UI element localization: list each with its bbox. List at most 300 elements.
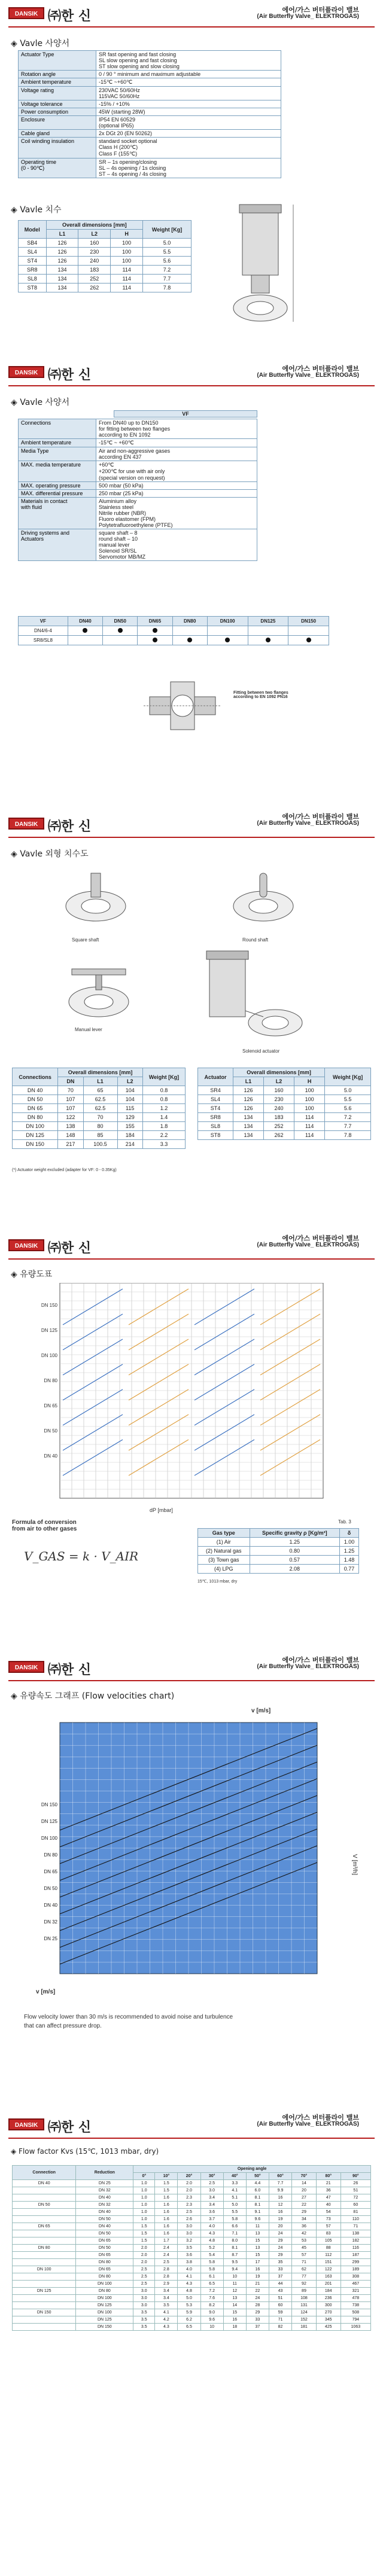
table-cell: 2.08	[250, 1565, 339, 1574]
table-cell: 71	[269, 2316, 291, 2324]
table-cell: DN 150	[13, 1140, 58, 1149]
table-cell: 51	[269, 2295, 291, 2302]
table-cell: 0.8	[142, 1095, 185, 1104]
table-cell	[13, 2273, 76, 2281]
table-cell: 2.5	[178, 2209, 200, 2216]
table-cell: 9.6	[246, 2216, 269, 2223]
table-cell: 3.3	[142, 1140, 185, 1149]
dn-label: DN 125	[41, 1328, 57, 1333]
table-row	[13, 2194, 371, 2202]
velocity-chart	[18, 1717, 365, 1986]
sub-header: H	[294, 1077, 325, 1086]
table-cell: 2.8	[155, 2266, 178, 2273]
table-cell: 5.0	[178, 2295, 200, 2302]
kvs-table	[12, 2165, 371, 2331]
table-cell: 3.7	[200, 2216, 223, 2223]
dot-icon	[225, 638, 230, 642]
section-title-text: 유량속도 그래프 (Flow velocities chart)	[20, 1691, 175, 1701]
table-cell: 72	[341, 2194, 370, 2202]
table-cell: 6.2	[178, 2316, 200, 2324]
table-cell: 1.00	[340, 1538, 359, 1547]
table-cell: SL4	[198, 1095, 233, 1104]
table-cell: 1.5	[133, 2230, 155, 2237]
table-cell: 252	[78, 275, 111, 283]
table-cell: 0.8	[142, 1086, 185, 1095]
company-logo: DANSIK	[8, 2118, 44, 2130]
table-cell: 8.7	[223, 2252, 246, 2259]
spec-key: Voltage rating	[19, 87, 96, 100]
table-cell: 20	[292, 2187, 317, 2194]
table-cell: 1063	[341, 2324, 370, 2331]
spec-key: Ambient temperature	[19, 439, 96, 447]
table-cell: DN 65	[76, 2237, 133, 2245]
table-cell: ST8	[198, 1131, 233, 1140]
spec-row	[19, 439, 257, 447]
spec-value: Air and non-aggressive gases according EN 437	[96, 447, 257, 461]
table-row	[13, 2259, 371, 2266]
table-cell: 83	[316, 2230, 341, 2237]
dn-label: DN 40	[44, 1903, 57, 1908]
table-cell: 152	[292, 2316, 317, 2324]
table-cell: 44	[269, 2281, 291, 2288]
dot-icon	[187, 638, 192, 642]
table-row	[13, 1113, 186, 1122]
spec-row	[19, 490, 257, 498]
table-cell: 100.5	[83, 1140, 117, 1149]
table-cell: 1.0	[133, 2180, 155, 2187]
table-row	[19, 248, 192, 257]
page-header	[0, 804, 383, 840]
table-cell: 19	[246, 2273, 269, 2281]
spec-key: Power consumption	[19, 108, 96, 116]
table-cell: 40	[316, 2202, 341, 2209]
spec-row	[19, 138, 281, 158]
table-cell: 107	[58, 1095, 83, 1104]
table-cell: 10	[200, 2324, 223, 2331]
page-6	[0, 2105, 383, 2572]
table-cell: 131	[292, 2302, 317, 2309]
manual-lever-drawing	[54, 954, 144, 1026]
table-cell: 70	[58, 1086, 83, 1095]
table-row	[198, 1565, 359, 1574]
product-title-en: (Air Butterfly Valve_ ELEKTROGAS)	[257, 820, 359, 827]
spec-value: square shaft – 8 round shaft – 10 manual lever Solenoid SR/SL Servomotor MB/MZ	[96, 529, 257, 561]
table-row	[13, 2302, 371, 2309]
velocity-note: Flow velocity lower than 30 m/s is recommended to avoid noise and turbulence that can affect pressure drop.	[24, 2014, 233, 2029]
table-cell: 2.0	[133, 2259, 155, 2266]
table-cell: 1.5	[133, 2237, 155, 2245]
table-cell: 5.2	[200, 2245, 223, 2252]
sub-header: L2	[264, 1077, 294, 1086]
company-logo: DANSIK	[8, 818, 44, 830]
table-cell: 104	[117, 1086, 142, 1095]
section-title: ◈ Flow factor Kvs (15℃, 1013 mbar, dry)	[11, 2147, 159, 2156]
table-row	[198, 1095, 371, 1104]
spec-key: Connections	[19, 419, 96, 439]
table-cell: 100	[111, 257, 143, 266]
page-header	[0, 0, 383, 30]
table-cell: 59	[269, 2309, 291, 2316]
table-cell: 112	[316, 2252, 341, 2259]
table-cell: (1) Air	[198, 1538, 250, 1547]
table-row	[13, 1131, 186, 1140]
spec-table	[18, 50, 281, 178]
table-cell: DN 50	[76, 2216, 133, 2223]
company-name: ㈜한 신	[48, 819, 92, 834]
header-divider	[8, 1258, 375, 1260]
table-row	[13, 1086, 186, 1095]
table-cell: 230	[264, 1095, 294, 1104]
sub-header: L2	[78, 230, 111, 239]
table-row	[19, 283, 192, 292]
table-cell: 4.3	[178, 2281, 200, 2288]
table-cell: 3.8	[178, 2259, 200, 2266]
table-cell: 3.4	[155, 2288, 178, 2295]
spec-row	[19, 447, 257, 461]
spec-row	[19, 78, 281, 87]
col-header: Weight [Kg]	[142, 1068, 185, 1086]
table-cell	[13, 2259, 76, 2266]
table-cell: DN 80	[76, 2288, 133, 2295]
table-cell: DN 65	[76, 2266, 133, 2273]
table-cell: 262	[78, 283, 111, 292]
product-title-en: (Air Butterfly Valve_ ELEKTROGAS)	[257, 1663, 359, 1670]
spec-value: SR fast opening and fast closing SL slow opening and fast closing ST slow opening and slow closing	[96, 51, 281, 71]
table-cell: (4) LPG	[198, 1565, 250, 1574]
col-header: Actuator	[198, 1068, 233, 1086]
table-cell	[13, 2237, 76, 2245]
table-cell: 182	[341, 2237, 370, 2245]
col-header: DN150	[288, 617, 329, 626]
table-cell: 60	[269, 2302, 291, 2309]
table-cell: 88	[316, 2245, 341, 2252]
tab-label: Tab. 3	[338, 1519, 351, 1525]
table-cell: 114	[111, 266, 143, 275]
table-cell: 89	[292, 2288, 317, 2295]
company-logo: DANSIK	[8, 366, 44, 378]
table-cell: 71	[292, 2259, 317, 2266]
table-cell: 77	[292, 2273, 317, 2281]
drawing-label: Solenoid actuator	[242, 1048, 280, 1054]
table-cell: DN 50	[76, 2245, 133, 2252]
table-cell: 16	[269, 2194, 291, 2202]
dot-icon	[83, 628, 87, 633]
col-header: VF	[19, 617, 68, 626]
spec-row	[19, 482, 257, 490]
table-cell: 5.8	[200, 2266, 223, 2273]
table-cell: 2.9	[155, 2281, 178, 2288]
table-cell: 17	[246, 2259, 269, 2266]
table-row	[198, 1104, 371, 1113]
table-cell: 22	[292, 2202, 317, 2209]
table-cell: 114	[294, 1122, 325, 1131]
table-cell: 300	[316, 2302, 341, 2309]
table-cell: 126	[46, 257, 78, 266]
table-cell: DN 32	[76, 2187, 133, 2194]
dn-label: DN 50	[44, 1428, 57, 1434]
spec-table	[18, 419, 257, 561]
table-cell: 24	[246, 2295, 269, 2302]
table-cell: 1.6	[155, 2216, 178, 2223]
product-title-en: (Air Butterfly Valve_ ELEKTROGAS)	[257, 372, 359, 379]
header-divider	[8, 837, 375, 838]
table-cell: 1.6	[155, 2194, 178, 2202]
table-cell: 134	[46, 275, 78, 283]
table-cell: SR4	[198, 1086, 233, 1095]
table-cell: 124	[292, 2309, 317, 2316]
sub-header: DN	[58, 1077, 83, 1086]
table-cell: 1.6	[155, 2209, 178, 2216]
page-header	[0, 359, 383, 389]
table-cell: 8.1	[223, 2245, 246, 2252]
table-cell: (2) Natural gas	[198, 1547, 250, 1556]
table-cell: 104	[117, 1095, 142, 1104]
page-4	[0, 1226, 383, 1645]
round-shaft-drawing	[221, 864, 305, 936]
company-name: ㈜한 신	[48, 9, 92, 24]
dn-label: DN 80	[44, 1378, 57, 1383]
table-cell	[13, 2216, 76, 2223]
square-shaft-drawing	[54, 864, 138, 936]
table-cell	[248, 636, 288, 645]
table-cell: SR8	[198, 1113, 233, 1122]
table-cell: 70	[83, 1113, 117, 1122]
table-cell: DN 50	[13, 2202, 76, 2209]
table-cell: DN 40	[76, 2209, 133, 2216]
table-cell: 5.4	[200, 2252, 223, 2259]
solenoid-drawing	[197, 945, 317, 1047]
table-cell: 240	[78, 257, 111, 266]
table-cell: 21	[246, 2281, 269, 2288]
table-cell: 2.2	[142, 1131, 185, 1140]
col-header: DN40	[68, 617, 102, 626]
product-title-en: (Air Butterfly Valve_ ELEKTROGAS)	[257, 13, 359, 20]
table-cell: 62.5	[83, 1104, 117, 1113]
table-cell: 138	[341, 2230, 370, 2237]
table-cell: 738	[341, 2302, 370, 2309]
col-header: Weight [Kg]	[143, 221, 192, 239]
table-cell	[288, 636, 329, 645]
table-cell: 4.2	[155, 2316, 178, 2324]
table-cell: 9.1	[246, 2209, 269, 2216]
table-row	[13, 2202, 371, 2209]
spec-key: Operating time (0 - 90℃)	[19, 158, 96, 178]
table-cell: 114	[111, 283, 143, 292]
table-cell	[13, 2194, 76, 2202]
table-cell: 1.0	[133, 2202, 155, 2209]
table-cell: 5.0	[325, 1086, 371, 1095]
table-cell: 8.2	[200, 2302, 223, 2309]
row-label: SR8/SL8	[19, 636, 68, 645]
table-cell: 0.77	[340, 1565, 359, 1574]
formula-title: Formula of conversion from air to other gases	[12, 1519, 77, 1532]
section-title: ◈ Vavle 외형 치수도	[11, 849, 89, 859]
dot-icon	[153, 638, 157, 642]
sub-header: L1	[233, 1077, 263, 1086]
table-cell	[207, 636, 248, 645]
section-title: ◈ Vavle 치수	[11, 205, 62, 215]
formula: V_GAS = k · V_AIR	[24, 1549, 139, 1563]
table-cell: 114	[111, 275, 143, 283]
spec-value: +60℃ +200℃ for use with air only (special version on request)	[96, 461, 257, 482]
table-cell: 100	[111, 239, 143, 248]
table-cell: 6.5	[178, 2324, 200, 2331]
spec-row	[19, 87, 281, 100]
table-cell	[13, 2281, 76, 2288]
table-cell: 7.6	[200, 2295, 223, 2302]
row-label: DN4/6-4	[19, 626, 68, 636]
spec-key: MAX. operating pressure	[19, 482, 96, 490]
table-cell: 5.6	[325, 1104, 371, 1113]
col-header: Connection	[13, 2166, 76, 2180]
table-row	[13, 1104, 186, 1113]
section-title-text: Vavle 외형 치수도	[20, 849, 89, 859]
spec-key: Voltage tolerance	[19, 100, 96, 108]
table-cell	[13, 2324, 76, 2331]
table-cell: 37	[269, 2273, 291, 2281]
table-cell: 134	[46, 283, 78, 292]
table-row	[13, 1122, 186, 1131]
company-name: ㈜한 신	[48, 368, 92, 383]
page-3	[0, 804, 383, 1223]
table-cell: 3.5	[133, 2309, 155, 2316]
table-cell: 29	[269, 2237, 291, 2245]
table-cell: 7.2	[143, 266, 192, 275]
table-cell: 3.4	[200, 2202, 223, 2209]
table-row	[13, 2266, 371, 2273]
table-cell: 151	[316, 2259, 341, 2266]
col-header: Overall dimensions [mm]	[46, 221, 143, 230]
table-cell: 2.0	[133, 2245, 155, 2252]
col-header: 20°	[178, 2173, 200, 2180]
table-cell: SL4	[19, 248, 47, 257]
sub-header: L2	[117, 1077, 142, 1086]
y-axis-label: V [m³/h]	[351, 1854, 358, 1876]
table-cell	[68, 636, 102, 645]
table-cell: 3.5	[133, 2316, 155, 2324]
table-cell: 27	[292, 2194, 317, 2202]
spec-value: From DN40 up to DN150 for fitting between two flanges according to EN 1092	[96, 419, 257, 439]
col-header: Opening angle	[133, 2166, 371, 2173]
table-cell: 16	[246, 2266, 269, 2273]
spec-value: 230VAC 50/60Hz 115VAC 50/60Hz	[96, 87, 281, 100]
table-cell: 134	[46, 266, 78, 275]
table-cell: 14	[223, 2302, 246, 2309]
table-cell: 116	[341, 2245, 370, 2252]
table-cell: 51	[341, 2187, 370, 2194]
table-cell: 5.5	[143, 248, 192, 257]
table-row	[198, 1086, 371, 1095]
dn-label: DN 65	[44, 1403, 57, 1409]
table-cell: 5.6	[143, 257, 192, 266]
table-cell	[13, 2230, 76, 2237]
table-cell: DN 40	[13, 2180, 76, 2187]
table-cell: 92	[292, 2281, 317, 2288]
table-cell: 57	[292, 2252, 317, 2259]
table-cell: 299	[341, 2259, 370, 2266]
valve-drawing	[209, 197, 311, 335]
table-row	[198, 1556, 359, 1565]
table-cell: 4.3	[200, 2230, 223, 2237]
table-cell: 110	[341, 2216, 370, 2223]
table-row	[198, 1547, 359, 1556]
table-cell	[13, 2316, 76, 2324]
dn-label: DN 150	[41, 1802, 57, 1807]
table-cell: 7.8	[143, 283, 192, 292]
table-cell: 53	[292, 2237, 317, 2245]
table-cell: 4.1	[223, 2187, 246, 2194]
table-cell: 65	[83, 1086, 117, 1095]
table-cell: 184	[117, 1131, 142, 1140]
spec-key: Coil winding insulation	[19, 138, 96, 158]
table-cell: SB4	[19, 239, 47, 248]
table-cell: 105	[316, 2237, 341, 2245]
col-header: 0°	[133, 2173, 155, 2180]
table-cell: 12	[223, 2288, 246, 2295]
table-cell: 13	[223, 2295, 246, 2302]
flow-rate-chart	[36, 1283, 359, 1504]
sub-header: L1	[83, 1077, 117, 1086]
table-cell: 0.80	[250, 1547, 339, 1556]
table-cell: 262	[264, 1131, 294, 1140]
table-cell: 1.5	[155, 2187, 178, 2194]
flange-drawing	[138, 673, 227, 739]
table-cell: 1.4	[142, 1113, 185, 1122]
table-cell: 4.0	[178, 2266, 200, 2273]
spec-value: -15℃ ~+60℃	[96, 78, 281, 87]
table-cell: 5.9	[178, 2309, 200, 2316]
dot-icon	[266, 638, 270, 642]
table-cell	[13, 2295, 76, 2302]
table-cell: SR8	[19, 266, 47, 275]
table-cell: 9.5	[223, 2259, 246, 2266]
table-cell: DN 80	[13, 1113, 58, 1122]
table-cell: 230	[78, 248, 111, 257]
col-header: 50°	[246, 2173, 269, 2180]
table-cell	[103, 626, 138, 636]
table-cell: 7.7	[325, 1122, 371, 1131]
table-cell	[103, 636, 138, 645]
table-cell: 7.2	[325, 1113, 371, 1122]
section-title-text: Vavle 사양서	[20, 39, 70, 48]
table-cell: 2.5	[133, 2273, 155, 2281]
table-cell: 1.0	[133, 2209, 155, 2216]
dn-label: DN 65	[44, 1869, 57, 1874]
table-cell: 126	[233, 1104, 263, 1113]
table-cell	[68, 626, 102, 636]
table-cell: 100	[294, 1095, 325, 1104]
col-header: DN100	[207, 617, 248, 626]
table-cell: ST8	[19, 283, 47, 292]
spec-key: Actuator Type	[19, 51, 96, 71]
table-cell: 3.5	[133, 2324, 155, 2331]
dn-label: DN 100	[41, 1836, 57, 1841]
actuator-table	[197, 1068, 371, 1140]
table-cell: 20	[269, 2223, 291, 2230]
table-cell: 7.2	[200, 2288, 223, 2295]
table-cell: 57	[316, 2223, 341, 2230]
table-cell: 2.6	[178, 2216, 200, 2223]
table-cell: 134	[233, 1131, 263, 1140]
page-header	[0, 1226, 383, 1262]
table-cell: 7.8	[325, 1131, 371, 1140]
table-cell: 9.0	[200, 2309, 223, 2316]
table-cell: 10	[223, 2273, 246, 2281]
table-row	[13, 2281, 371, 2288]
col-header: DN80	[172, 617, 207, 626]
table-row	[13, 2216, 371, 2223]
section-title-text: Vavle 치수	[20, 205, 62, 215]
